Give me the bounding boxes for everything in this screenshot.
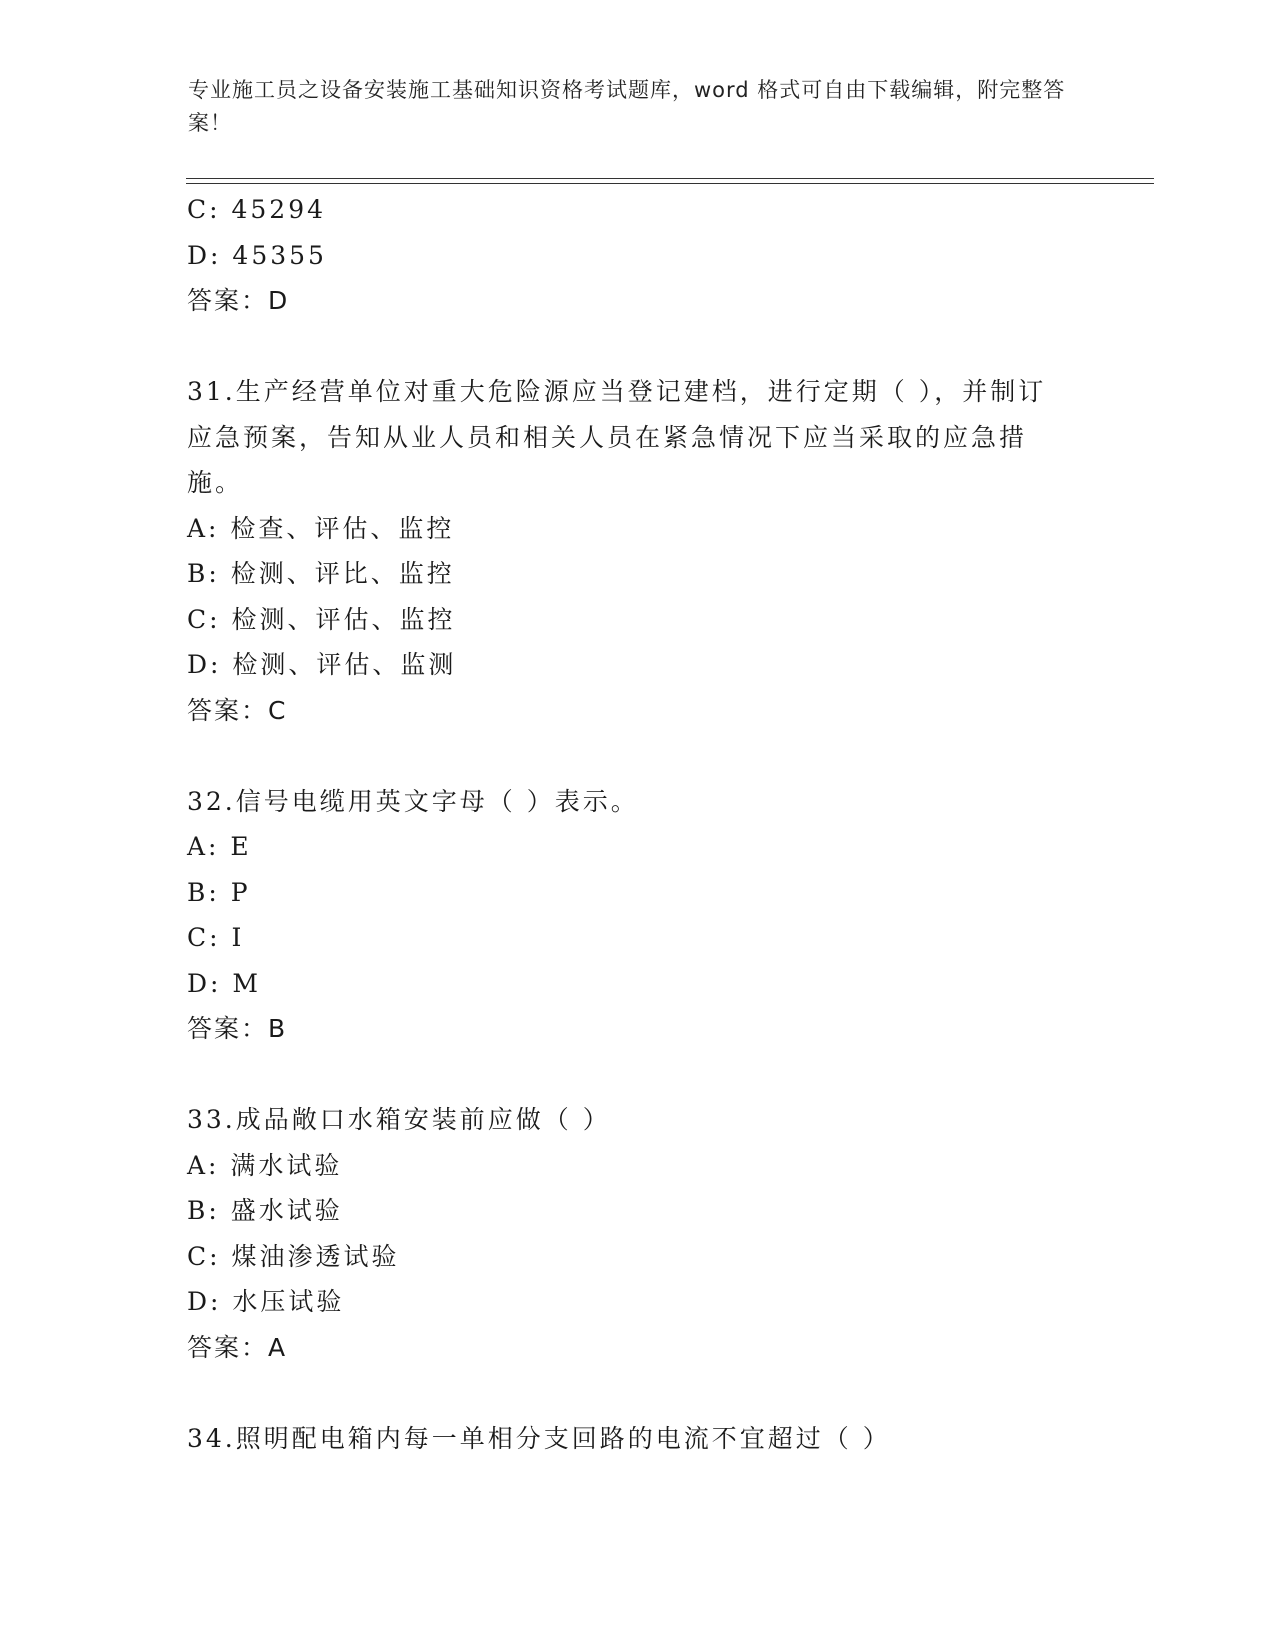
spacer bbox=[187, 1052, 1087, 1098]
option-a: A: E bbox=[187, 832, 252, 861]
option-b: B: P bbox=[187, 877, 251, 907]
option-a: A: 检查、评估、监控 bbox=[187, 513, 455, 543]
header-divider-bottom bbox=[186, 183, 1154, 184]
option-c: C: 45294 bbox=[187, 195, 327, 224]
spacer bbox=[187, 324, 1087, 370]
question-text: 33.成品敞口水箱安装前应做（ ） bbox=[187, 1105, 611, 1134]
question-text: 32.信号电缆用英文字母（ ）表示。 bbox=[187, 786, 639, 816]
option-a: A: 满水试验 bbox=[187, 1150, 343, 1180]
question-32 bbox=[187, 779, 1087, 1052]
spacer bbox=[187, 1370, 1087, 1416]
option-d: D: 45355 bbox=[187, 240, 327, 270]
question-30-tail bbox=[187, 187, 1087, 324]
option-d: D: 水压试验 bbox=[187, 1287, 345, 1316]
answer-label: 答案：A bbox=[187, 1332, 288, 1362]
option-b: B: 检测、评比、监控 bbox=[187, 559, 455, 588]
question-31 bbox=[187, 369, 1087, 733]
option-d: D: M bbox=[187, 968, 262, 998]
question-34 bbox=[187, 1416, 1087, 1462]
question-text: 34.照明配电箱内每一单相分支回路的电流不宜超过（ ） bbox=[187, 1423, 891, 1453]
question-text: 31.生产经营单位对重大危险源应当登记建档，进行定期（ ），并制订应急预案，告知从业人员和相关人员在紧急情况下应当采取的应急措施。 bbox=[187, 377, 1047, 497]
question-33 bbox=[187, 1097, 1087, 1370]
header-divider-top bbox=[186, 178, 1154, 179]
option-c: C: 煤油渗透试验 bbox=[187, 1241, 400, 1271]
option-b: B: 盛水试验 bbox=[187, 1196, 343, 1225]
option-c: C: 检测、评估、监控 bbox=[187, 604, 456, 634]
answer-label: 答案：B bbox=[187, 1014, 288, 1043]
document-header: 专业施工员之设备安装施工基础知识资格考试题库，word 格式可自由下载编辑，附完整答案！ bbox=[188, 78, 1066, 135]
spacer bbox=[187, 733, 1087, 779]
option-d: D: 检测、评估、监测 bbox=[187, 650, 457, 679]
question-list bbox=[187, 187, 1087, 1461]
answer-label: 答案：D bbox=[187, 286, 290, 315]
answer-label: 答案：C bbox=[187, 695, 288, 725]
option-c: C: I bbox=[187, 923, 245, 952]
